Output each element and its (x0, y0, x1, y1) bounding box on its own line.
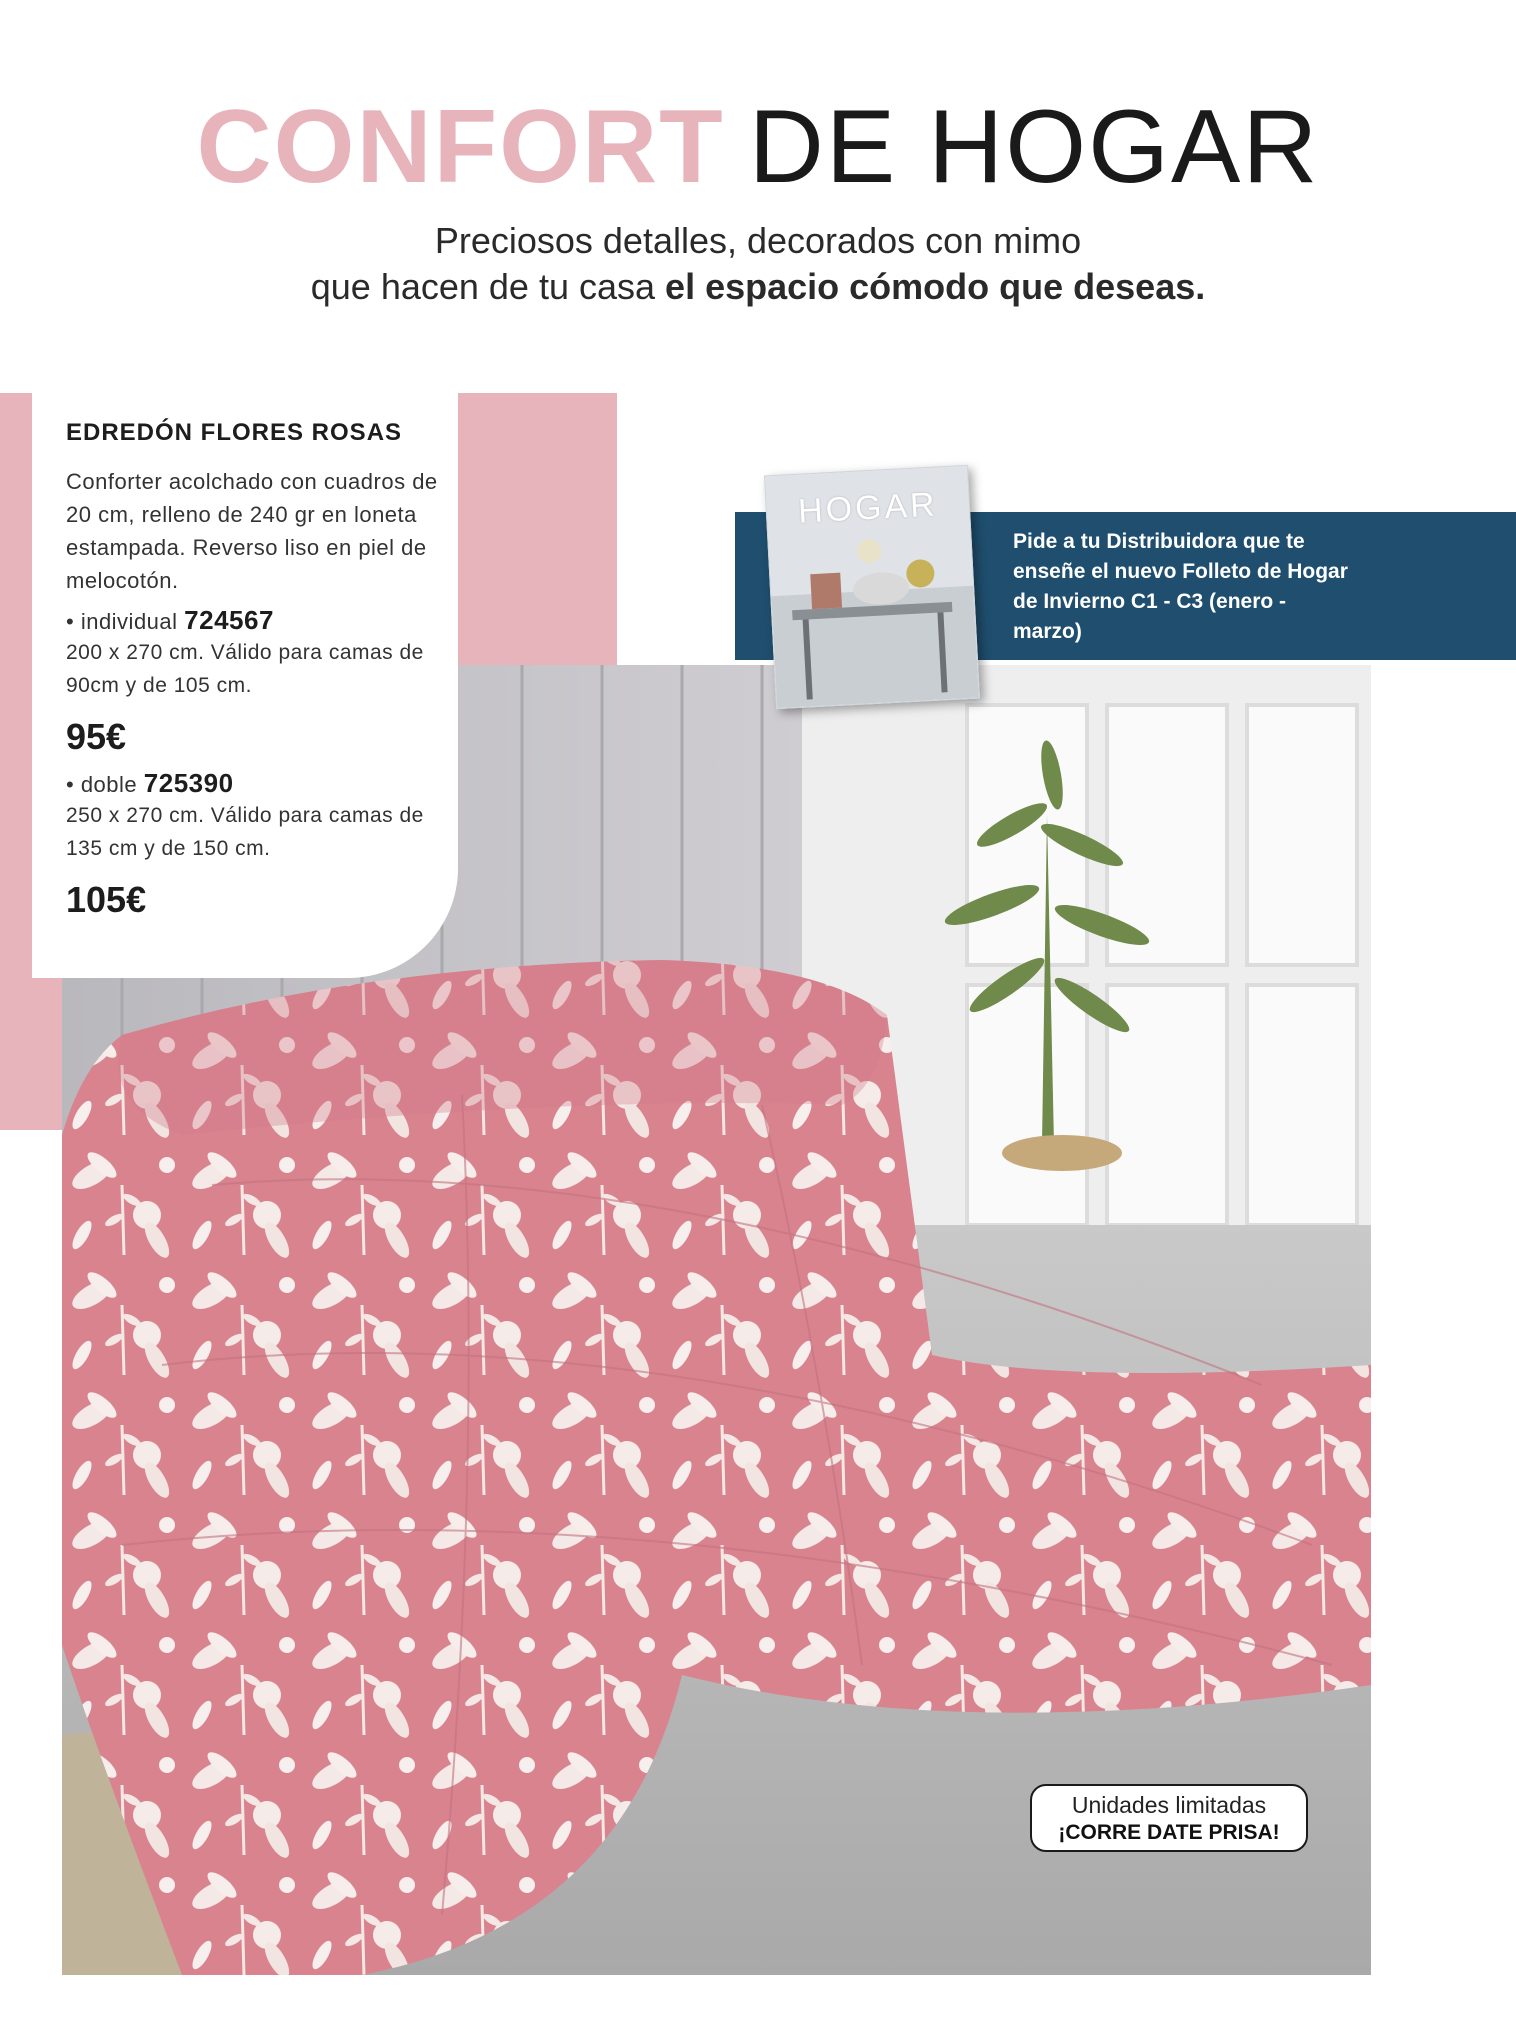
catalog-promo-text: Pide a tu Distribuidora que te enseñe el nuevo Folleto de Hogar de Invierno C1 - C3 (enero - marzo) (1013, 530, 1348, 643)
page-subtitle (0, 218, 1516, 310)
hurry-text: ¡CORRE DATE PRISA! (1058, 1821, 1280, 1844)
price-doble: 105€ (66, 879, 147, 920)
variant-size: 250 x 270 cm. Válido para camas de 135 cm y de 150 cm. (66, 804, 424, 860)
product-name: EDREDÓN FLORES ROSAS (66, 419, 403, 446)
variant-doble (66, 768, 456, 799)
variant-label: • doble (66, 772, 138, 797)
title-rest: DE HOGAR (748, 89, 1320, 205)
subtitle-line-2 (0, 264, 1516, 310)
variant-individual (66, 605, 456, 636)
variant-code: 724567 (184, 605, 274, 635)
catalog-title: HOGAR (797, 485, 939, 531)
subtitle-line-2-regular: que hacen de tu casa (310, 266, 656, 307)
variant-code: 725390 (143, 768, 234, 798)
page-title (0, 89, 1516, 205)
product-description: Conforter acolchado con cuadros de 20 cm, relleno de 240 gr en loneta estampada. Reverso liso en piel de melocotón. (66, 469, 438, 593)
subtitle-line-1: Preciosos detalles, decorados con mimo (434, 220, 1082, 261)
catalog-cover-image (764, 465, 980, 709)
price-individual: 95€ (66, 716, 127, 757)
variant-size: 200 x 270 cm. Válido para camas de 90cm y de 105 cm. (66, 641, 424, 697)
limited-units-text: Unidades limitadas (1071, 1792, 1267, 1818)
product-info-card (32, 393, 458, 978)
limited-units-badge (1030, 1784, 1308, 1852)
title-highlight: CONFORT (196, 89, 725, 205)
variant-label: • individual (66, 609, 178, 634)
subtitle-line-2-bold: el espacio cómodo que deseas. (665, 266, 1206, 307)
